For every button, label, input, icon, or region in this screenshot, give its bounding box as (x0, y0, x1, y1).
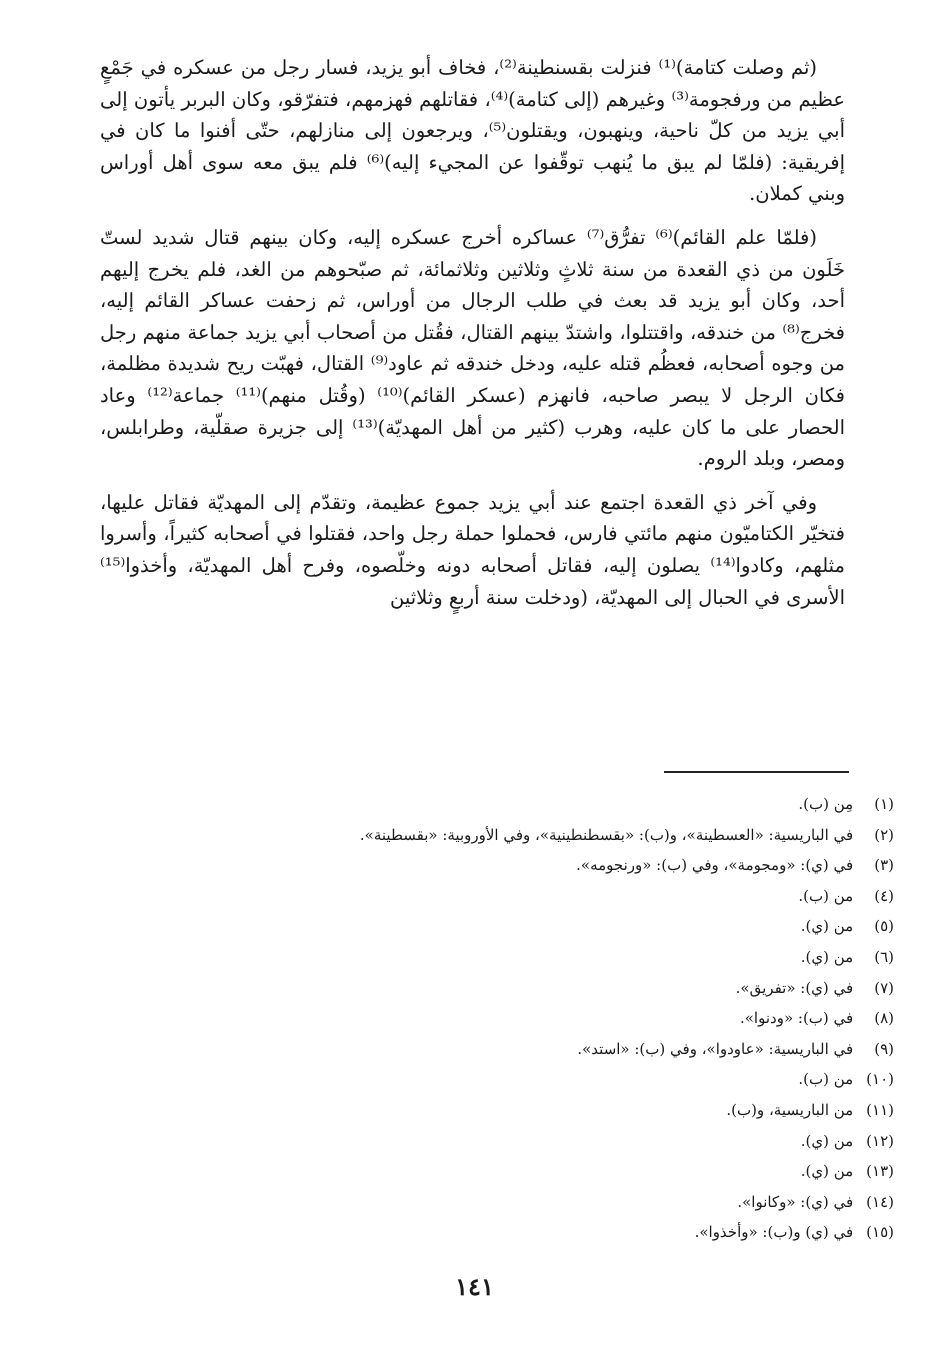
paragraph-3: وفي آخر ذي القعدة اجتمع عند أبي يزيد جموع عظيمة، وتقدّم إلى المهديّة فقاتل عليها، فتخيّر الكتاميّون منهم مائتي فارس، فحملوا حملة رجل واحد، فقتلوا في أصحابه كثيراً، وأسروا مثلهم، وكادوا⁽¹⁴⁾ يصلون إليه، فقاتل أصحابه دونه وخلّصوه، وفرح أهل المهديّة، وأخذوا⁽¹⁵⁾ الأسرى في الحبال إلى المهديّة، (ودخلت سنة أربعٍ وثلاثين (100, 490, 845, 609)
footnotes-list (134, 789, 894, 1248)
footnote-item (134, 1064, 894, 1095)
footnote-number: (٧) (874, 978, 894, 997)
footnote-text: من (ب). (798, 1070, 854, 1089)
main-text (100, 52, 845, 613)
footnote-text: في (ي): «وكانوا». (737, 1192, 854, 1211)
footnote-number: (١٠) (866, 1070, 894, 1089)
footnote-item (134, 789, 894, 820)
footnote-text: في (ي) و(ب): «وأخذوا». (694, 1223, 854, 1242)
footnote-text: من (ي). (800, 1162, 854, 1181)
footnote-item (134, 820, 894, 851)
footnote-item (134, 1217, 894, 1248)
page-number: ١٤١ (455, 1272, 494, 1301)
footnote-text: في (ب): «ودنوا». (739, 1009, 854, 1028)
footnote-number: (٢) (874, 825, 894, 844)
footnote-item (134, 942, 894, 973)
footnote-item (134, 973, 894, 1004)
footnote-divider (664, 771, 849, 773)
footnote-number: (١٤) (866, 1192, 894, 1211)
footnote-text: مِن (ب). (798, 795, 854, 813)
footnote-text: من (ي). (800, 1131, 854, 1150)
footnote-text: من الباريسية، و(ب). (726, 1100, 854, 1119)
footnote-number: (١٢) (866, 1131, 894, 1150)
footnote-number: (١١) (866, 1100, 894, 1119)
footnote-number: (٥) (874, 917, 894, 936)
footnote-number: (٦) (874, 947, 894, 966)
footnote-number: (٤) (874, 886, 894, 905)
footnote-item (134, 911, 894, 942)
footnote-number: (٩) (874, 1039, 894, 1058)
footnote-text: في (ي): «تفريق». (735, 978, 854, 997)
page-body (100, 52, 845, 625)
footnote-number: (١٣) (866, 1162, 894, 1181)
footnote-number: (١٥) (866, 1223, 894, 1242)
paragraph-1: (ثم وصلت كتامة)⁽¹⁾ فنزلت بقسنطينة⁽²⁾، فخاف أبو يزيد، فسار رجل من عسكره في جَمْعٍ عظيم من ورفجومة⁽³⁾ وغيرهم (إلى كتامة)⁽⁴⁾، فقاتلهم فهزمهم، فتفرّقو، وكان البربر يأتون إلى أبي يزيد من كلّ ناحية، وينهبون، ويقتلون⁽⁵⁾، ويرجعون إلى منازلهم، حتّى أفنوا ما كان في إفريقية: (فلمّا لم يبق ما يُنهب توقّفوا عن المجيء إليه)⁽⁶⁾ فلم يبق معه سوى أهل أوراس وبني كملان. (100, 56, 845, 206)
footnote-text: من (ي). (800, 917, 854, 936)
footnote-text: في الباريسية: «العسطينة»، و(ب): «بقسطنطينية»، وفي الأوروبية: «بقسطينة». (359, 825, 854, 844)
footnote-text: من (ب). (798, 886, 854, 905)
footnote-text: في الباريسية: «عاودوا»، وفي (ب): «استد». (577, 1039, 854, 1058)
footnote-number: (١) (874, 795, 894, 813)
footnote-text: من (ي). (800, 947, 854, 966)
footnote-item (134, 1034, 894, 1065)
footnote-item (134, 1126, 894, 1157)
footnote-item (134, 1095, 894, 1126)
footnote-number: (٣) (874, 856, 894, 875)
footnote-item (134, 1003, 894, 1034)
footnote-text: في (ي): «ومجومة»، وفي (ب): «ورنجومه». (576, 856, 854, 875)
footnote-item (134, 1156, 894, 1187)
footnote-number: (٨) (874, 1009, 894, 1028)
paragraph-2: (فلمّا علم القائم)⁽⁶⁾ تفرُّق⁽⁷⁾ عساكره أخرج عسكره إليه، وكان بينهم قتال شديد لستّ خَلَون من ذي القعدة من سنة ثلاثٍ وثلاثين وثلاثمائة، ثم صبّحوهم من الغد، فلم يخرج إليهم أحد، وكان أبو يزيد قد بعث في طلب الرجال من أوراس، ثم زحفت عساكر القائم إليه، فخرج⁽⁸⁾ من خندقه، واقتتلوا، واشتدّ بينهم القتال، فقُتل من أصحاب أبي يزيد جماعة منهم رجل من وجوه أصحابه، فعظُم قتله عليه، ودخل خندقه ثم عاود⁽⁹⁾ القتال، فهبّت ريح شديدة مظلمة، فكان الرجل لا يبصر صاحبه، فانهزم (عسكر القائم)⁽¹⁰⁾ (وقُتل منهم)⁽¹¹⁾ جماعة⁽¹²⁾ وعاد الحصار على ما كان عليه، وهرب (كثير من أهل المهديّة)⁽¹³⁾ إلى جزيرة صقلّية، وطرابلس، ومصر، وبلد الروم. (100, 225, 846, 471)
footnote-item (134, 850, 894, 881)
footnote-item (134, 881, 894, 912)
footnote-item (134, 1187, 894, 1218)
